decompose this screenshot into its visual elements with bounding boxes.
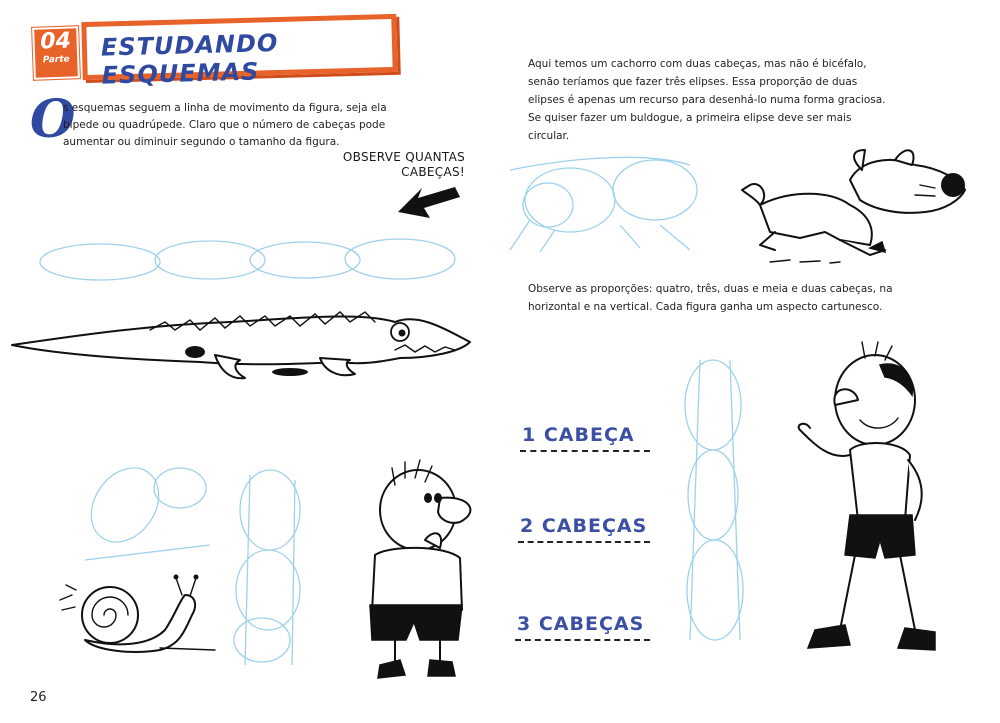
arrow-icon [398,187,460,218]
snail-sketch [77,455,210,560]
part-badge [32,26,80,80]
snail-illustration [60,575,215,652]
man-sketch [685,360,743,640]
alligator-sketch [40,239,455,280]
boy-sketch [234,470,300,665]
label-2-heads: 2 CABEÇAS [520,515,648,537]
part-label: Parte [42,54,70,66]
page-title: ESTUDANDO ESQUEMAS [100,28,279,90]
proportions-paragraph: Observe as proporções: quatro, três, duas e meia e duas cabeças, na horizontal e na vertical. Cada figura ganha um aspecto cartunesco. [528,283,893,313]
dog-illustration [742,150,965,263]
label-1-head: 1 CABEÇA [522,424,635,446]
alligator-illustration [12,312,470,378]
observe-line-2: CABEÇAS! [401,165,465,179]
boy-illustration [370,460,470,678]
dog-paragraph: Aqui temos um cachorro com duas cabeças, mas não é bicéfalo, senão teríamos que fazer três elipses. Essa proporção de duas elipses é apenas um recurso para desenhá-lo numa forma graciosa. Se quiser fazer um buldogue, a primeira elipse deve ser mais circular. [528,58,886,142]
label-1-underline [520,450,650,452]
observe-label [330,150,465,180]
man-illustration [799,342,935,650]
label-3-heads: 3 CABEÇAS [517,613,645,635]
dropcap: O [30,89,76,150]
part-number: 04 [39,28,72,55]
label-2-underline [518,541,650,543]
page-number: 26 [30,690,47,705]
observe-line-1: OBSERVE QUANTAS [342,150,465,164]
dog-sketch [510,157,697,252]
label-3-underline [515,639,650,641]
intro-paragraph: s esquemas seguem a linha de movimento da figura, seja ela bípede ou quadrúpede. Claro que o número de cabeças pode aumentar ou diminuir segundo o tamanho da figura. [63,102,387,148]
title-box [81,14,397,90]
